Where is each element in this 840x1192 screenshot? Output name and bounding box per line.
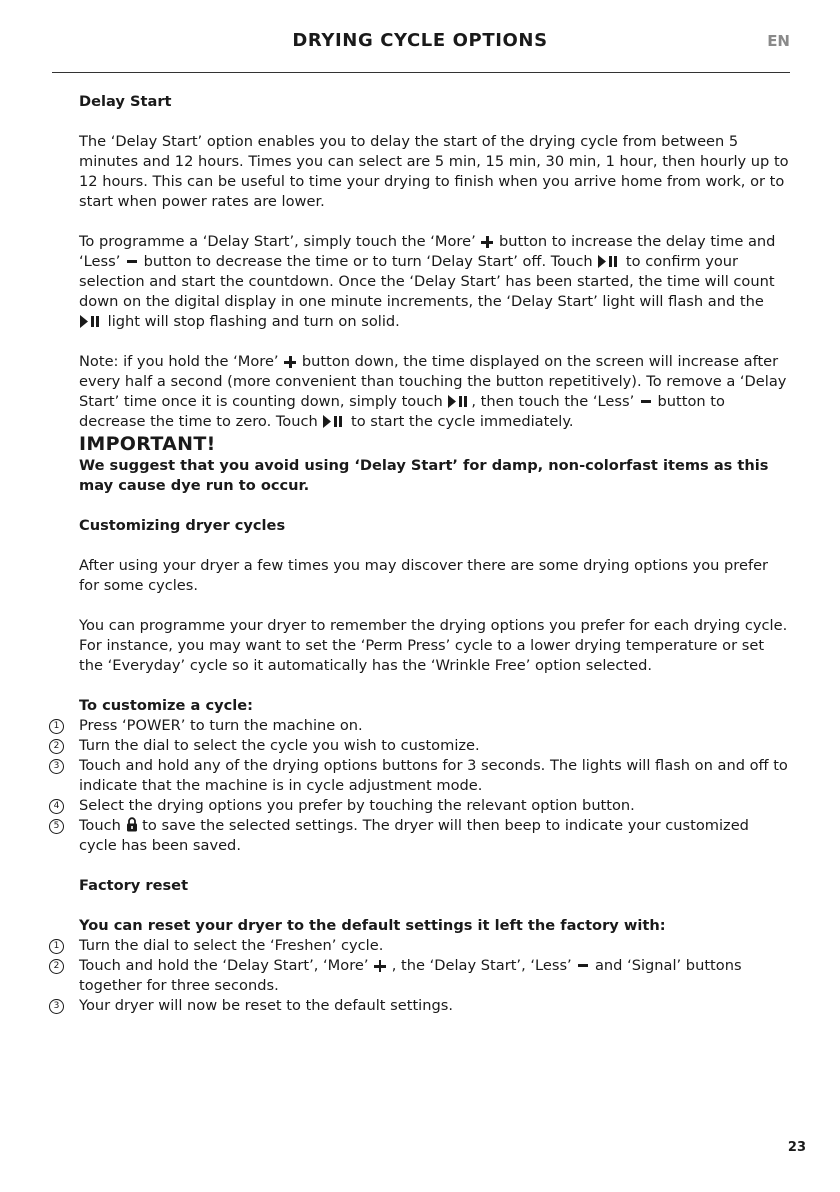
factory-reset-intro: You can reset your dryer to the default settings it left the factory with: — [79, 917, 666, 934]
lock-icon — [126, 817, 138, 832]
minus-icon — [127, 260, 137, 263]
plus-icon — [284, 356, 296, 368]
plus-icon — [374, 960, 386, 972]
list-item: 2 Touch and hold the ‘Delay Start’, ‘More’ , the ‘Delay Start’, ‘Less’ and ‘Signal’ buttons together for three seconds. — [79, 956, 791, 996]
minus-icon — [641, 400, 651, 403]
page-number: 23 — [787, 1140, 806, 1155]
delay-start-note: Note: if you hold the ‘More’ button down, the time displayed on the screen will increase after every half a second (more convenient than touching the button repetitively). To remove a ‘Delay Start’ time once it is counting down, simply touch , then touch the ‘Less’ button to decrease the time to zero. Touch to start the cycle immediately. — [79, 353, 787, 430]
list-item: 1 Press ‘POWER’ to turn the machine on. — [79, 716, 791, 736]
list-item: 4 Select the drying options you prefer by touching the relevant option button. — [79, 796, 791, 816]
step-number: 1 — [49, 939, 64, 954]
customizing-paragraph-1: After using your dryer a few times you may discover there are some drying options you prefer for some cycles. — [79, 557, 769, 594]
play-pause-icon — [322, 415, 346, 428]
step-number: 3 — [49, 759, 64, 774]
list-item: 1 Turn the dial to select the ‘Freshen’ cycle. — [79, 936, 791, 956]
play-pause-icon — [79, 315, 103, 328]
language-code: EN — [767, 32, 790, 50]
important-title: IMPORTANT! — [79, 433, 216, 455]
customize-steps-heading: To customize a cycle: — [79, 697, 254, 714]
header-divider — [52, 72, 790, 73]
step-number: 5 — [49, 819, 64, 834]
delay-start-heading: Delay Start — [79, 93, 172, 110]
customize-steps-list — [53, 716, 791, 856]
page-header — [0, 30, 840, 58]
customizing-heading: Customizing dryer cycles — [79, 517, 286, 534]
delay-start-paragraph-1: The ‘Delay Start’ option enables you to delay the start of the drying cycle from between 5 minutes and 12 hours. Times you can select are 5 min, 15 min, 30 min, 1 hour, then hourly up to 12 hours. This can be useful to time your drying to finish when you arrive home from work, or to start when power rates are lower. — [79, 133, 789, 210]
page-title: DRYING CYCLE OPTIONS — [292, 30, 548, 51]
list-item: 2 Turn the dial to select the cycle you wish to customize. — [79, 736, 791, 756]
step-number: 4 — [49, 799, 64, 814]
step-number: 1 — [49, 719, 64, 734]
plus-icon — [481, 236, 493, 248]
list-item: 3 Touch and hold any of the drying options buttons for 3 seconds. The lights will flash on and off to indicate that the machine is in cycle adjustment mode. — [79, 756, 791, 796]
delay-start-paragraph-2: To programme a ‘Delay Start’, simply touch the ‘More’ button to increase the delay time and ‘Less’ button to decrease the time or to turn ‘Delay Start’ off. Touch to confirm your selection and start the countdown. Once the ‘Delay Start’ has been started, the time will count down on the digital display in one minute increments, the ‘Delay Start’ light will flash and the light will stop flashing and turn on solid. — [79, 233, 776, 330]
step-number: 2 — [49, 739, 64, 754]
important-text: We suggest that you avoid using ‘Delay Start’ for damp, non-colorfast items as this may cause dye run to occur. — [79, 457, 769, 494]
factory-reset-steps-list — [53, 936, 791, 1016]
factory-reset-heading: Factory reset — [79, 877, 189, 894]
list-item: 5 Touch to save the selected settings. The dryer will then beep to indicate your customized cycle has been saved. — [79, 816, 791, 856]
step-number: 3 — [49, 999, 64, 1014]
customizing-paragraph-2: You can programme your dryer to remember the drying options you prefer for each drying cycle. For instance, you may want to set the ‘Perm Press’ cycle to a lower drying temperature or set the ‘Everyday’ cycle so it automatically has the ‘Wrinkle Free’ option selected. — [79, 617, 788, 674]
minus-icon — [578, 964, 588, 967]
list-item: 3 Your dryer will now be reset to the default settings. — [79, 996, 791, 1016]
play-pause-icon — [447, 395, 471, 408]
step-number: 2 — [49, 959, 64, 974]
play-pause-icon — [597, 255, 621, 268]
page-content — [53, 92, 791, 1016]
